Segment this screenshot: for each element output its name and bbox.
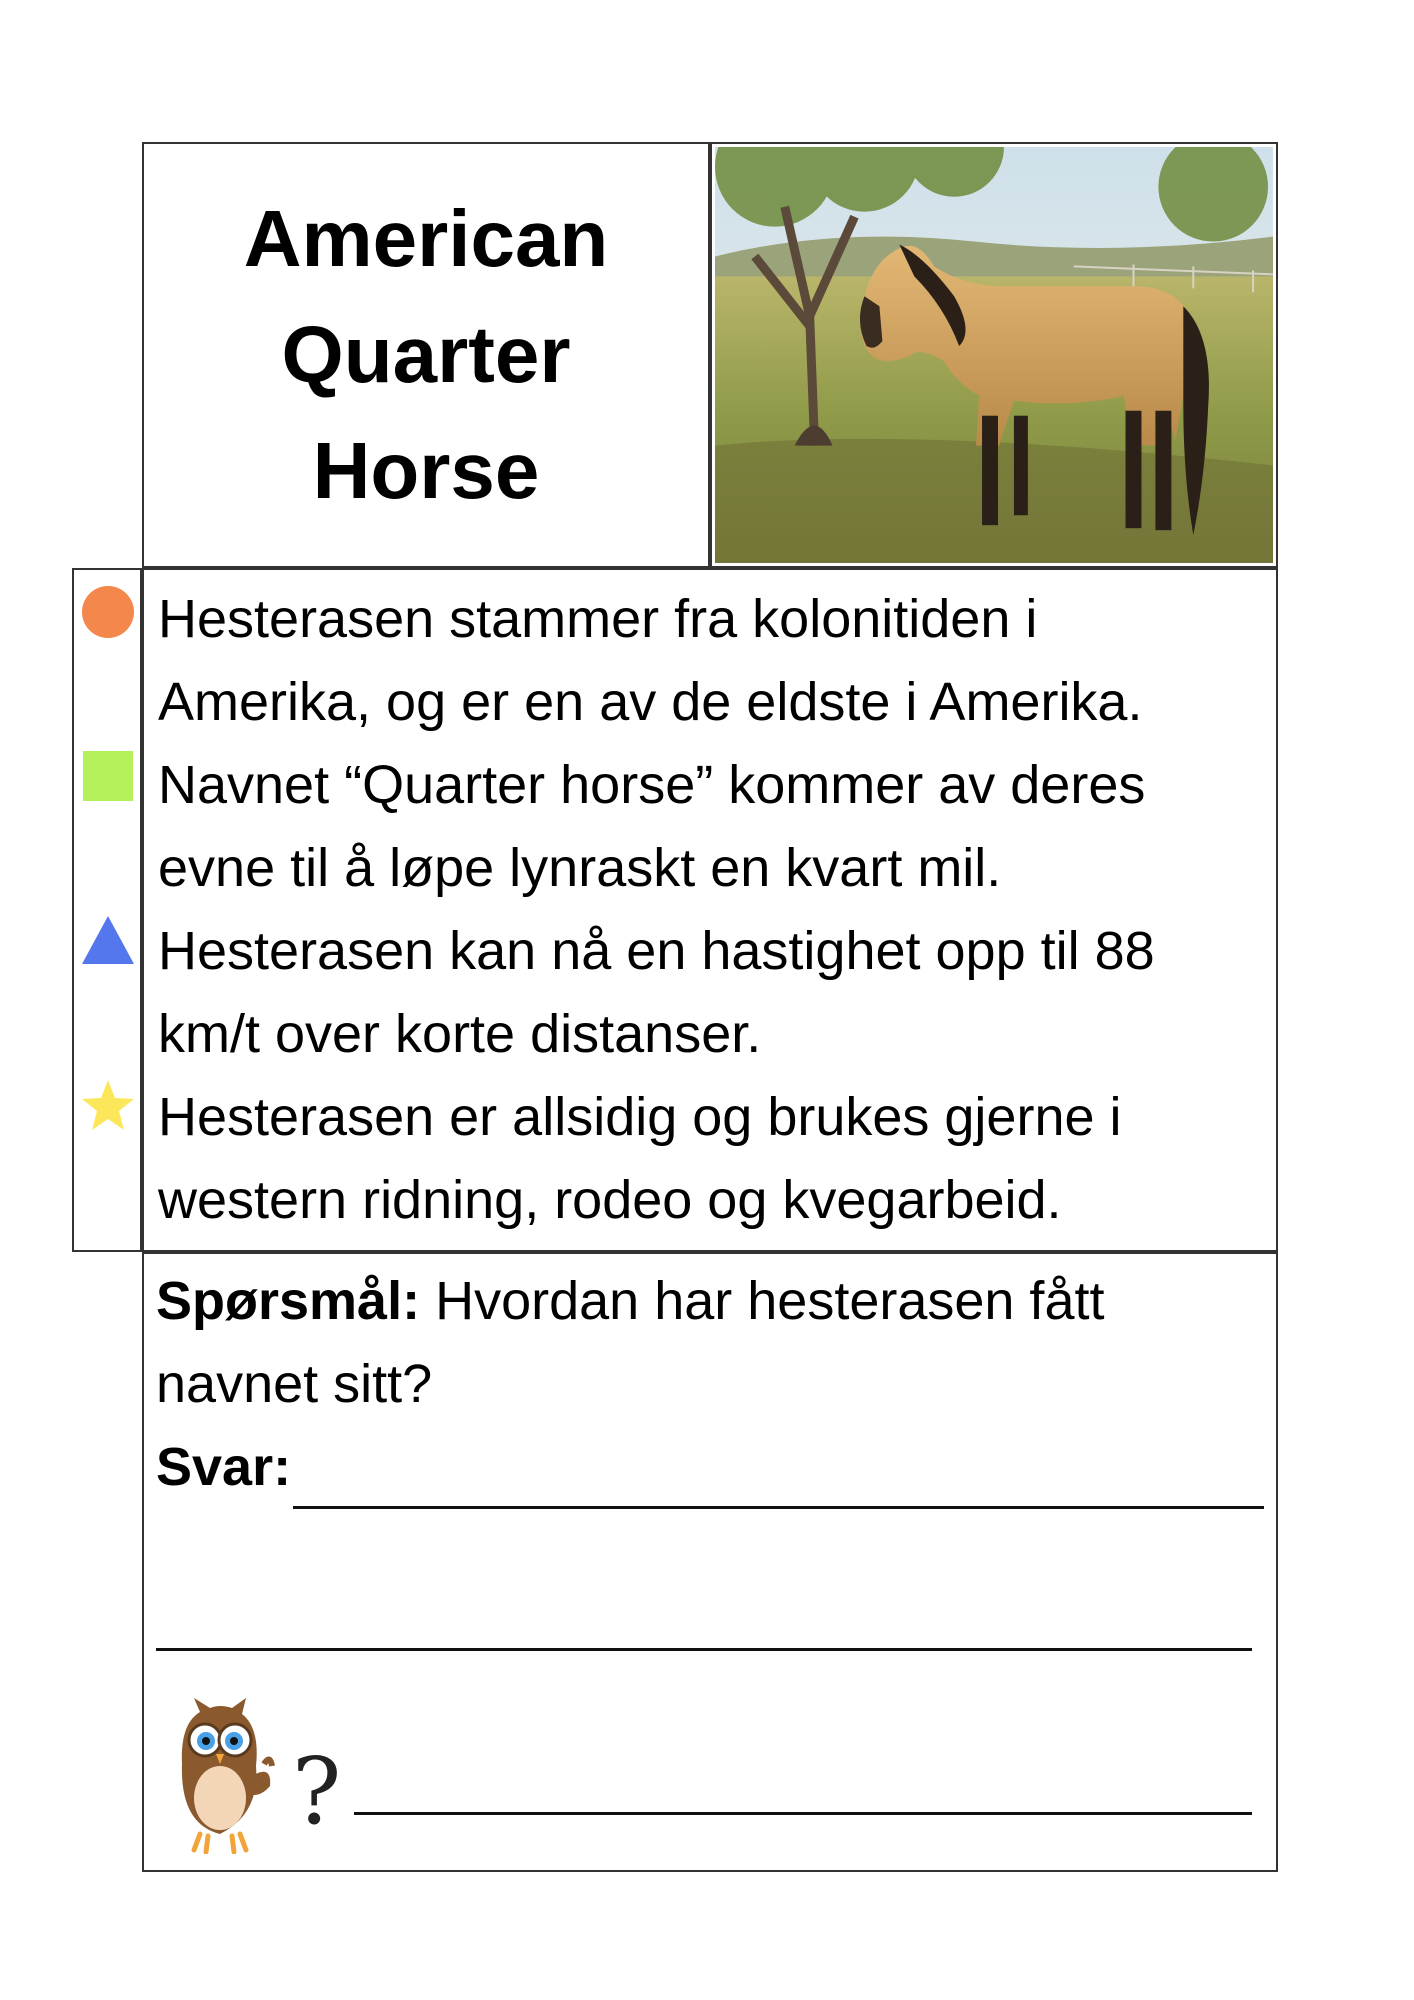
question-label: Spørsmål: [156,1271,421,1331]
title-line-1: American [243,194,609,283]
yellow-star-icon [80,1078,136,1134]
blue-triangle-icon [80,912,136,968]
green-square-icon [80,748,136,804]
fact-line: Hesterasen stammer fra kolonitiden i [158,589,1038,649]
title-line-2: Quarter [281,310,571,399]
question-text: Hvordan har hesterasen fått [435,1271,1105,1331]
question-text-line-2: navnet sitt? [156,1354,433,1414]
title-line-3: Horse [312,426,540,515]
fact-line: western ridning, rodeo og kvegarbeid. [158,1170,1062,1230]
orange-circle-icon [80,584,136,640]
answer-line-2[interactable] [156,1648,1252,1651]
fact-line: Hesterasen kan nå en hastighet opp til 88 [158,921,1155,981]
question-line-1 [156,1260,1264,1343]
question-cell [142,1252,1278,1872]
horse-photo-illustration [715,147,1273,563]
title-cell [142,142,710,568]
fact-line: Amerika, og er en av de eldste i Amerika. [158,672,1143,732]
fact-line: Navnet “Quarter horse” kommer av deres [158,755,1146,815]
answer-line-3[interactable] [354,1812,1252,1815]
horse-photo [710,142,1278,568]
fact-line: evne til å løpe lynraskt en kvart mil. [158,838,1002,898]
answer-label: Svar: [156,1437,292,1497]
question-mark: ? [292,1738,342,1845]
answer-line-1[interactable] [293,1444,1264,1509]
page-title [244,181,609,529]
answer-row [156,1426,1264,1509]
facts-text [142,568,1278,1252]
fact-line: Hesterasen er allsidig og brukes gjerne i [158,1087,1122,1147]
owl-icon [160,1694,278,1854]
shape-markers [72,568,142,1252]
fact-line: km/t over korte distanser. [158,1004,762,1064]
